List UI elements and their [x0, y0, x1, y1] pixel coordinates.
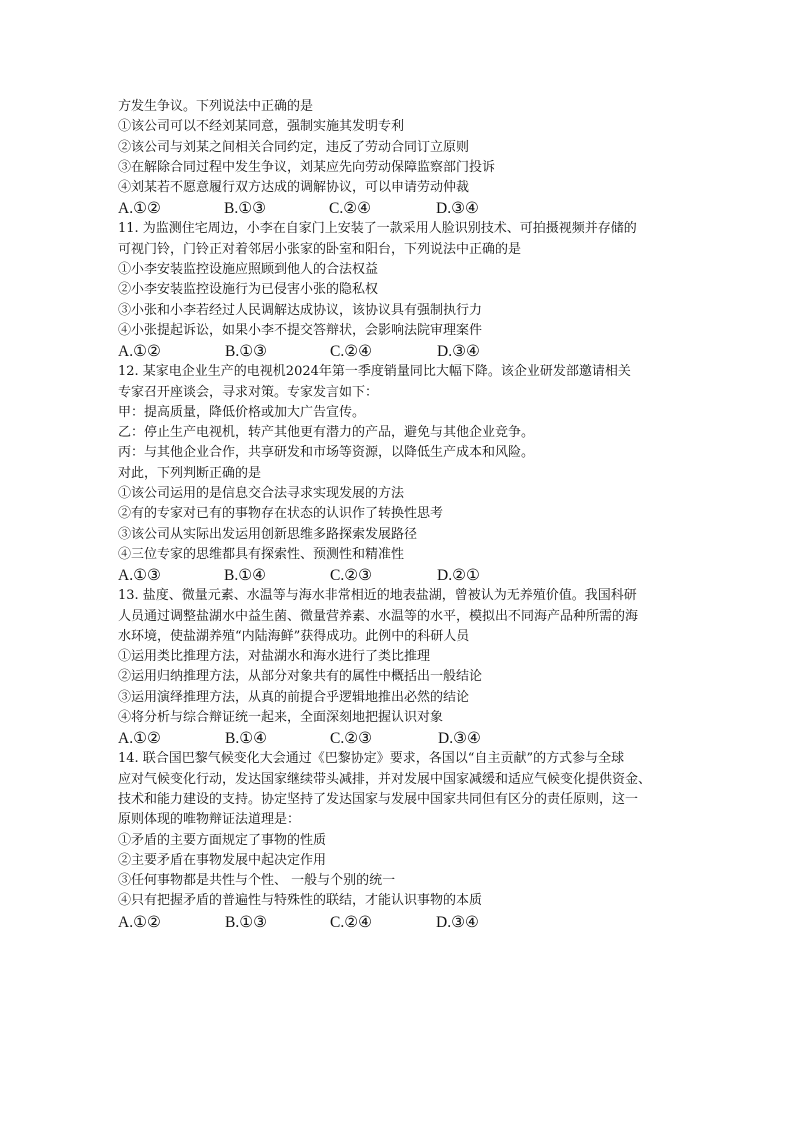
question-text-line: 原则体现的唯物辩证法道理是： — [118, 812, 301, 828]
option-d: D.③④ — [437, 343, 480, 361]
statement-3: ③该公司从实际出发运用创新思维多路探索发展路径 — [118, 526, 418, 542]
statement-3: ③任何事物都是共性与个性、 一般与个别的统一 — [118, 873, 396, 889]
option-a: A.①② — [118, 730, 161, 748]
question-14 — [118, 749, 678, 932]
option-a: A.①② — [118, 343, 161, 361]
statement-1: ①运用类比推理方法，对盐湖水和海水进行了类比推理 — [118, 649, 431, 665]
expert-c-statement: 丙：与其他企业合作，共享研发和市场等资源，以降低生产成本和风险。 — [118, 445, 535, 461]
option-a: A.①② — [118, 200, 161, 218]
statement-1: ①小李安装监控设施应照顾到他人的合法权益 — [118, 262, 379, 278]
question-text-line: 技术和能力建设的支持。协定坚持了发达国家与发展中国家共同但有区分的责任原则，这一 — [118, 791, 639, 807]
statement-4: ④小张提起诉讼，如果小李不提交答辩状，会影响法院审理案件 — [118, 322, 483, 338]
question-11 — [118, 219, 678, 362]
option-a: A.①② — [118, 913, 161, 931]
option-d: D.③④ — [438, 730, 481, 748]
statement-3: ③小张和小李若经过人民调解达成协议，该协议具有强制执行力 — [118, 302, 483, 318]
option-b: B.①③ — [225, 343, 268, 361]
option-d: D.③④ — [436, 913, 479, 931]
statement-4: ④只有把握矛盾的普遍性与特殊性的联结，才能认识事物的本质 — [118, 893, 483, 909]
question-12 — [118, 362, 678, 586]
question-prompt: 对此，下列判断正确的是 — [118, 465, 262, 481]
option-c: C.②④ — [330, 343, 373, 361]
option-d: D.②① — [437, 567, 480, 585]
option-c: C.②④ — [330, 913, 373, 931]
answer-options — [118, 198, 678, 219]
option-c: C.②③ — [330, 567, 373, 585]
option-c: C.②④ — [329, 200, 372, 218]
statement-4: ④三位专家的思维都具有探索性、预测性和精准性 — [118, 546, 405, 562]
statement-2: ②运用归纳推理方法，从部分对象共有的属性中概括出一般结论 — [118, 669, 483, 685]
question-content — [118, 97, 678, 933]
expert-b-statement: 乙：停止生产电视机，转产其他更有潜力的产品，避免与其他企业竞争。 — [118, 425, 535, 441]
statement-2: ②有的专家对已有的事物存在状态的认识作了转换性思考 — [118, 506, 444, 522]
question-text-line: 12. 某家电企业生产的电视机2024年第一季度销量同比大幅下降。该企业研发部邀请相关 — [118, 364, 631, 380]
question-text-line: 应对气候变化行动，发达国家继续带头减排，并对发展中国家减缓和适应气候变化提供资金、 — [118, 771, 652, 787]
question-text-line: 14. 联合国巴黎气候变化大会通过《巴黎协定》要求，各国以“自主贡献”的方式参与全球 — [118, 751, 625, 767]
question-text-line: 方发生争议。下列说法中正确的是 — [118, 99, 314, 114]
statement-2: ②该公司与刘某之间相关合同约定，违反了劳动合同订立原则 — [118, 139, 470, 155]
statement-4: ④将分析与综合辩证统一起来，全面深刻地把握认识对象 — [118, 710, 444, 726]
statement-3: ③在解除合同过程中发生争议，刘某应先向劳动保障监察部门投诉 — [118, 159, 496, 175]
answer-options — [118, 565, 678, 586]
question-text-line: 水环境，使盐湖养殖“内陆海鲜”获得成功。此例中的科研人员 — [118, 628, 470, 644]
statement-1: ①该公司运用的是信息交合法寻求实现发展的方法 — [118, 486, 405, 502]
option-d: D.③④ — [436, 200, 479, 218]
statement-2: ②小李安装监控设施行为已侵害小张的隐私权 — [118, 282, 379, 298]
question-text-line: 13. 盐度、微量元素、水温等与海水非常相近的地表盐湖，曾被认为无养殖价值。我国科研 — [118, 588, 637, 604]
statement-1: ①矛盾的主要方面规定了事物的性质 — [118, 832, 327, 848]
option-a: A.①③ — [118, 567, 161, 585]
option-b: B.①④ — [225, 730, 268, 748]
question-10 — [118, 97, 678, 219]
expert-a-statement: 甲：提高质量，降低价格或加大广告宣传。 — [118, 404, 366, 420]
question-text-line: 专家召开座谈会，寻求对策。专家发言如下： — [118, 384, 379, 400]
statement-4: ④刘某若不愿意履行双方达成的调解协议，可以申请劳动仲裁 — [118, 180, 470, 196]
option-c: C.②③ — [330, 730, 373, 748]
answer-options — [118, 728, 678, 749]
question-text-line: 人员通过调整盐湖水中益生菌、微量营养素、水温等的水平，模拟出不同海产品种所需的海 — [118, 608, 639, 624]
statement-1: ①该公司可以不经刘某同意，强制实施其发明专利 — [118, 119, 405, 135]
answer-options — [118, 912, 678, 933]
option-b: B.①③ — [225, 913, 268, 931]
answer-options — [118, 341, 678, 362]
question-text-line: 可视门铃，门铃正对着邻居小张家的卧室和阳台，下列说法中正确的是 — [118, 241, 522, 257]
question-text-line: 11. 为监测住宅周边，小李在自家门上安装了一款采用人脸识别技术、可拍摄视频并存储的 — [118, 221, 637, 237]
option-b: B.①③ — [224, 200, 267, 218]
question-13 — [118, 586, 678, 749]
statement-3: ③运用演绎推理方法，从真的前提合乎逻辑地推出必然的结论 — [118, 689, 470, 705]
option-b: B.①④ — [224, 567, 267, 585]
statement-2: ②主要矛盾在事物发展中起决定作用 — [118, 852, 327, 868]
